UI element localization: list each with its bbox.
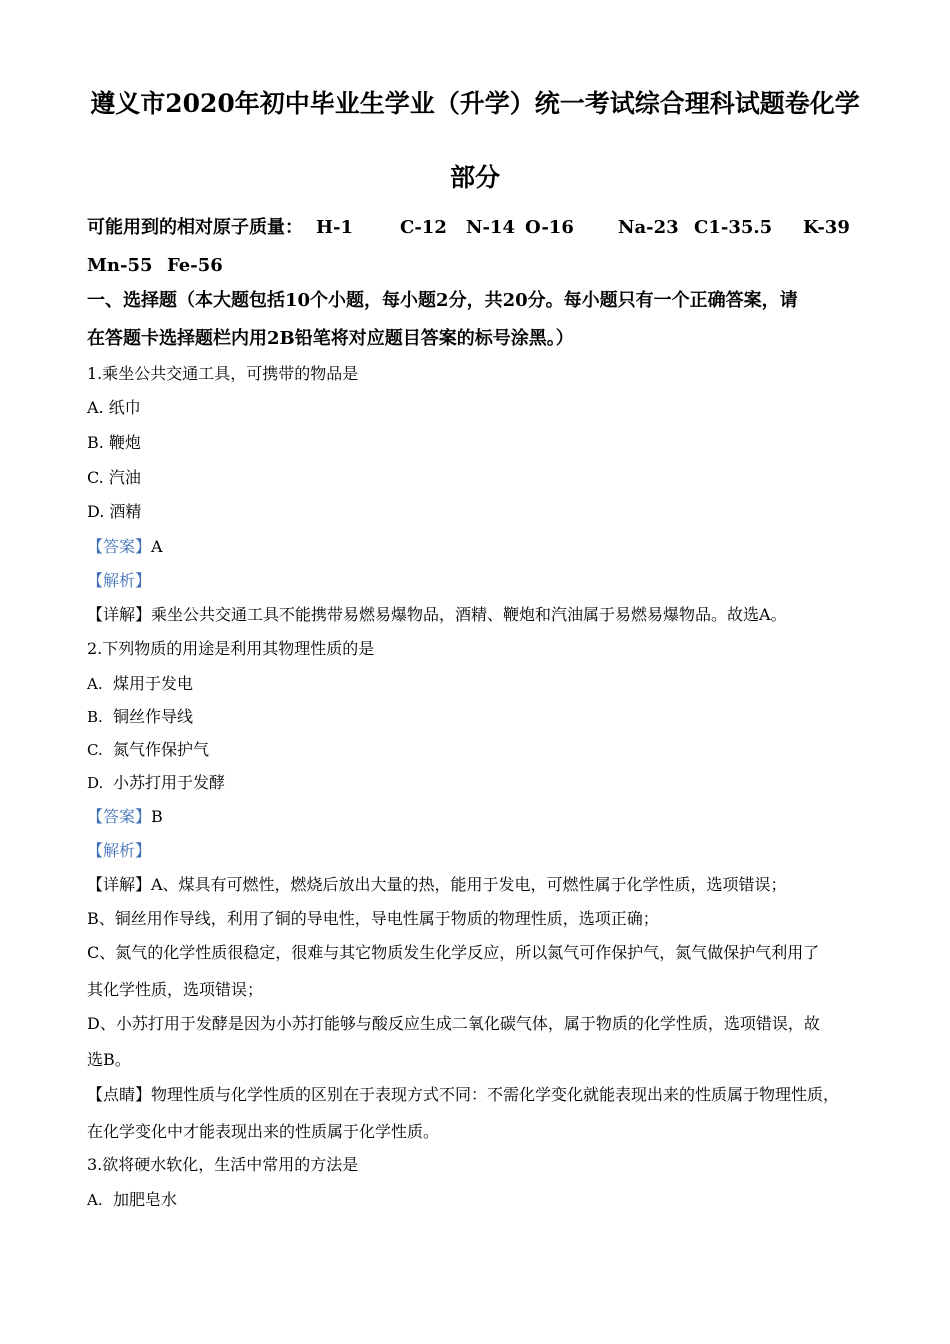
atomic-mass-item: H-1 xyxy=(316,217,354,238)
atomic-mass-item: N-14 xyxy=(466,217,515,238)
question-1-option-a: A. 纸巾 xyxy=(87,398,141,417)
question-2-stem: 2.下列物质的用途是利用其物理性质的是 xyxy=(87,639,375,658)
answer-value: A xyxy=(151,537,163,556)
question-2-option-d: D. 小苏打用于发酵 xyxy=(87,773,226,792)
question-3-option-a: A. 加肥皂水 xyxy=(87,1190,178,1209)
question-2-option-b: B. 铜丝作导线 xyxy=(87,707,194,726)
question-2-detail-line: 选B。 xyxy=(87,1050,131,1069)
question-1-option-b: B. 鞭炮 xyxy=(87,433,141,452)
atomic-mass-item: K-39 xyxy=(803,217,850,238)
question-2-detail-line: D、小苏打用于发酵是因为小苏打能够与酸反应生成二氧化碳气体，属于物质的化学性质，选项错误，故 xyxy=(87,1014,820,1033)
atomic-mass-line-1 xyxy=(0,216,950,240)
question-2-tip-line: 在化学变化中才能表现出来的性质属于化学性质。 xyxy=(87,1122,440,1141)
question-1-analysis-tag: 【解析】 xyxy=(87,571,152,590)
answer-value: B xyxy=(151,807,163,826)
question-1-stem: 1.乘坐公共交通工具，可携带的物品是 xyxy=(87,364,359,383)
question-1-option-d: D. 酒精 xyxy=(87,502,142,521)
atomic-mass-item: C-12 xyxy=(400,217,447,238)
question-2-detail-line: C、氮气的化学性质很稳定，很难与其它物质发生化学反应，所以氮气可作保护气，氮气做保护气利用了 xyxy=(87,943,820,962)
atomic-mass-item: Fe-56 xyxy=(167,255,223,276)
question-1-detail: 【详解】乘坐公共交通工具不能携带易燃易爆物品，酒精、鞭炮和汽油属于易燃易爆物品。故选A。 xyxy=(87,605,787,624)
question-2-tip-line: 【点睛】物理性质与化学性质的区别在于表现方式不同：不需化学变化就能表现出来的性质属于物理性质， xyxy=(87,1085,840,1104)
section-header-line-2: 在答题卡选择题栏内用2B铅笔将对应题目答案的标号涂黑。） xyxy=(87,328,574,349)
atomic-mass-item: O-16 xyxy=(525,217,574,238)
question-1-answer xyxy=(87,535,163,559)
question-2-option-c: C. 氮气作保护气 xyxy=(87,740,210,759)
atomic-mass-line-2 xyxy=(0,254,950,278)
answer-tag: 【答案】 xyxy=(87,807,152,826)
page-title-line-2: 部分 xyxy=(449,163,500,192)
page-title-line-1: 遵义市2020年初中毕业生学业（升学）统一考试综合理科试题卷化学 xyxy=(90,89,860,118)
question-2-detail-line: 【详解】A、煤具有可燃性，燃烧后放出大量的热，能用于发电，可燃性属于化学性质，选项错误； xyxy=(87,875,787,894)
question-2-option-a: A. 煤用于发电 xyxy=(87,674,194,693)
atomic-mass-item: C1-35.5 xyxy=(694,217,773,238)
question-2-detail-line: B、铜丝用作导线，利用了铜的导电性，导电性属于物质的物理性质，选项正确； xyxy=(87,909,659,928)
atomic-mass-item: Mn-55 xyxy=(87,255,153,276)
atomic-mass-item: Na-23 xyxy=(618,217,679,238)
atomic-mass-label: 可能用到的相对原子质量： xyxy=(87,217,303,238)
question-3-stem: 3.欲将硬水软化，生活中常用的方法是 xyxy=(87,1155,359,1174)
answer-tag: 【答案】 xyxy=(87,537,152,556)
question-2-detail-line: 其化学性质，选项错误； xyxy=(87,980,264,999)
question-2-answer xyxy=(87,805,163,829)
question-2-analysis-tag: 【解析】 xyxy=(87,841,152,860)
question-1-option-c: C. 汽油 xyxy=(87,468,141,487)
section-header-line-1: 一、选择题（本大题包括10个小题，每小题2分，共20分。每小题只有一个正确答案，请 xyxy=(87,290,798,311)
